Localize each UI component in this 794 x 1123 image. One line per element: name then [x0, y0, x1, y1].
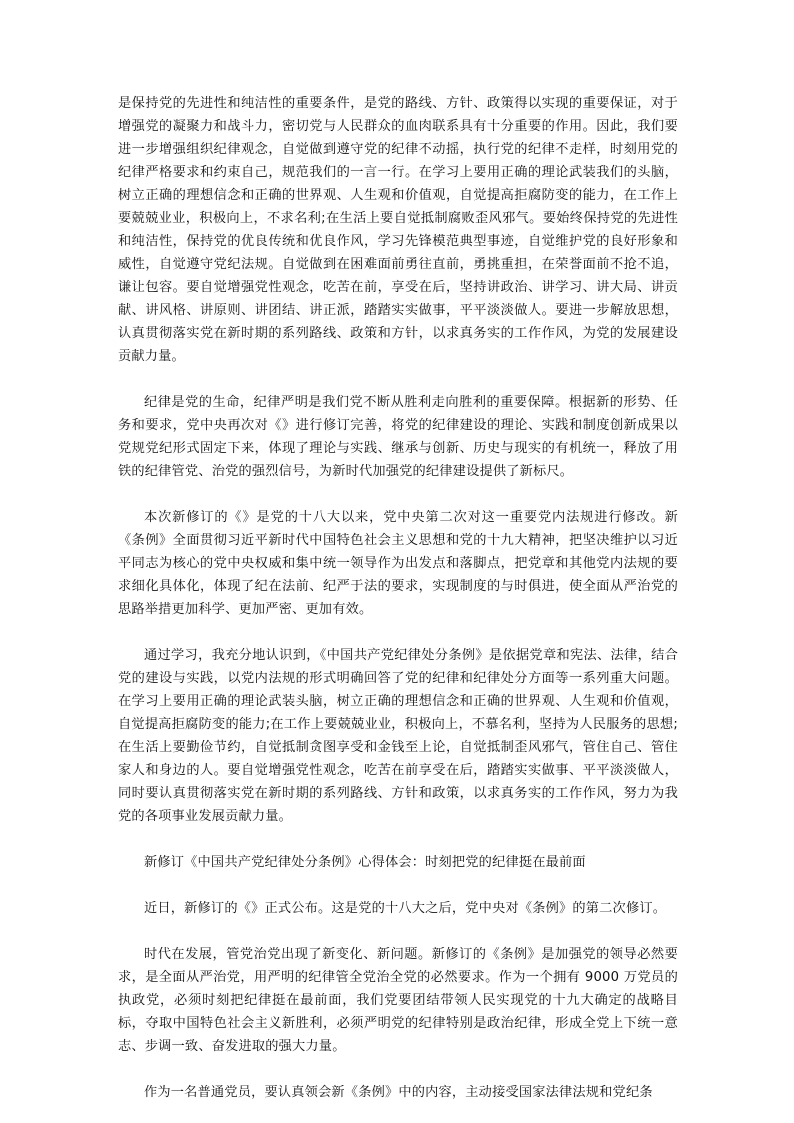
paragraph-gap — [118, 368, 678, 391]
paragraph-gap — [118, 920, 678, 943]
paragraph-4: 通过学习，我充分地认识到，《中国共产党纪律处分条例》是依据党章和宪法、法律，结合党的建设与实践，以党内法规的形式明确回答了党的纪律和纪律处分方面等一系列重大问题。在学习上要用正确的理论武装头脑，树立正确的理想信念和正确的世界观、人生观和价值观，自觉提高拒腐防变的能力;在工作上要兢兢业业，积极向上，不慕名利，坚持为人民服务的思想;在生活上要勤俭节约，自觉抵制贪图享受和金钱至上论，自觉抵制歪风邪气，管住自己、管住家人和身边的人。要自觉增强党性观念，吃苦在前享受在后，踏踏实实做事、平平淡淡做人，同时要认真贯彻落实党在新时期的系列路线、方针和政策，以求真务实的工作作风，努力为我党的各项事业发展贡献力量。 — [118, 648, 678, 824]
paragraph-gap — [118, 621, 678, 644]
paragraph-1: 是保持党的先进性和纯洁性的重要条件，是党的路线、方针、政策得以实现的重要保证，对于增强党的凝聚力和战斗力，密切党与人民群众的血肉联系具有十分重要的作用。因此，我们要进一步增强组织纪律观念，自觉做到遵守党的纪律不动摇，执行党的纪律不走样，时刻用党的纪律严格要求和约束自己，规范我们的一言一行。在学习上要用正确的理论武装我们的头脑，树立正确的理想信念和正确的世界观、人生观和价值观，自觉提高拒腐防变的能力，在工作上要兢兢业业，积极向上，不求名利;在生活上要自觉抵制腐败歪风邪气。要始终保持党的先进性和纯洁性，保持党的优良传统和优良作风，学习先锋模范典型事迹，自觉维护党的良好形象和威性，自觉遵守党纪法规。自觉做到在困难面前勇往直前，勇挑重担，在荣誉面前不抢不追，谦让包容。要自觉增强党性观念，吃苦在前，享受在后，坚持讲政治、讲学习、讲大局、讲贡献、讲风格、讲原则、讲团结、讲正派，踏踏实实做事，平平淡淡做人。要进一步解放思想，认真贯彻落实党在新时期的系列路线、政策和方针，以求真务实的工作作风，为党的发展建设贡献力量。 — [118, 96, 678, 364]
document-page — [118, 92, 678, 1104]
paragraph-gap — [118, 828, 678, 851]
paragraph-gap — [118, 874, 678, 897]
section-heading: 新修订《中国共产党纪律处分条例》心得体会：时刻把党的纪律挺在最前面 — [144, 855, 586, 870]
paragraph-3: 本次新修订的《》是党的十八大以来，党中央第二次对这一重要党内法规进行修改。新《条例》全面贯彻习近平新时代中国特色社会主义思想和党的十九大精神，把坚决维护以习近平同志为核心的党中央权威和集中统一领导作为出发点和落脚点，把党章和其他党内法规的要求细化具体化，体现了纪在法前、纪严于法的要求，实现制度的与时俱进，使全面从严治党的思路举措更加科学、更加严密、更加有效。 — [118, 510, 678, 617]
paragraph-gap — [118, 483, 678, 506]
paragraph-6: 时代在发展，管党治党出现了新变化、新问题。新修订的《条例》是加强党的领导必然要求，是全面从严治党，用严明的纪律管全党治全党的必然要求。作为一个拥有 9000 万党员的执政党，必须时刻把纪律挺在最前面，我们党要团结带领人民实现党的十九大确定的战略目标，夺取中国特色社会主义新胜利，必须严明党的纪律特别是政治纪律，形成全党上下统一意志、步调一致、奋发进取的强大力量。 — [118, 947, 678, 1054]
paragraph-7: 作为一名普通党员，要认真领会新《条例》中的内容，主动接受国家法律法规和党纪条 — [144, 1085, 653, 1100]
paragraph-5: 近日，新修订的《》正式公布。这是党的十八大之后，党中央对《条例》的第二次修订。 — [144, 901, 667, 916]
paragraph-2: 纪律是党的生命，纪律严明是我们党不断从胜利走向胜利的重要保障。根据新的形势、任务和要求，党中央再次对《》进行修订完善，将党的纪律建设的理论、实践和制度创新成果以党规党纪形式固定下来，体现了理论与实践、继承与创新、历史与现实的有机统一，释放了用铁的纪律管党、治党的强烈信号，为新时代加强党的纪律建设提供了新标尺。 — [118, 395, 678, 479]
paragraph-gap — [118, 1058, 678, 1081]
